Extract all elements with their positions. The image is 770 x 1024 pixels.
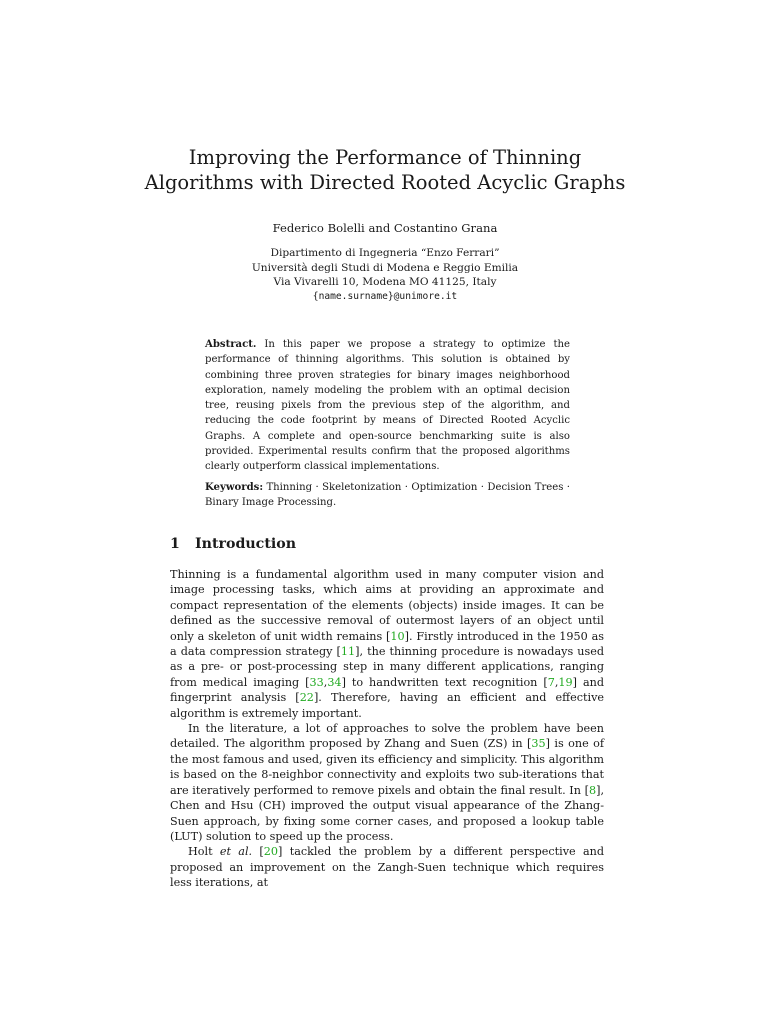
citation-10[interactable]: 10 [390, 629, 405, 643]
para2-text-2: ] is one of the most famous and used, given its efficiency and simplicity. This algorithm is based on the 8-neighbor connectivity and exploits two sub-iterations that are iteratively performed to remove pixels and obtain the final result. In [ [170, 737, 604, 797]
title-line-1: Improving the Performance of Thinning [188, 146, 582, 169]
para1-text-6: , [554, 675, 559, 689]
section-heading [170, 535, 296, 553]
para1-text-8: ]. Therefore, having an efficient and effective algorithm is extremely important. [170, 691, 605, 720]
citation-8[interactable]: 8 [588, 783, 597, 797]
citation-11[interactable]: 11 [340, 645, 356, 659]
abstract-label: Abstract. [205, 339, 257, 350]
section-title: Introduction [195, 536, 297, 552]
affiliation-line-3: Via Vivarelli 10, Modena MO 41125, Italy [273, 276, 497, 289]
para3-text-3: ] tackled the problem by a different perspective and proposed an improvement on the Zangh-Suen technique which requires less iterations, at [170, 845, 605, 890]
citation-22[interactable]: 22 [299, 691, 314, 705]
affiliation-line-1: Dipartimento di Ingegneria “Enzo Ferrari” [270, 247, 500, 259]
paper-title [0, 145, 770, 195]
paragraph-2 [170, 721, 604, 844]
para3-text-2: [ [252, 845, 264, 859]
paragraph-1 [170, 567, 604, 721]
affiliation-line-2: Università degli Studi di Modena e Reggio Emilia [251, 261, 519, 274]
para1-text-5: ] to handwritten text recognition [ [341, 675, 548, 689]
citation-35[interactable]: 35 [531, 737, 546, 751]
author-list: Federico Bolelli and Costantino Grana [272, 221, 498, 235]
keywords [205, 480, 570, 511]
para3-text-1: Holt [188, 845, 220, 859]
section-body [170, 567, 604, 891]
title-line-2: Algorithms with Directed Rooted Acyclic Graphs [144, 171, 626, 194]
citation-7[interactable]: 7 [547, 675, 555, 689]
para1-text-7: ] and fingerprint analysis [ [170, 675, 604, 705]
para1-text-4: , [323, 675, 328, 689]
para2-text-1: In the literature, a lot of approaches to solve the problem have been detailed. The algorithm proposed by Zhang and Suen (ZS) in [ [170, 722, 604, 751]
para3-etal: et al. [219, 845, 253, 859]
section-number: 1 [170, 536, 180, 552]
citation-33[interactable]: 33 [309, 675, 324, 689]
citation-34[interactable]: 34 [327, 675, 342, 689]
para2-text-3: ], Chen and Hsu (CH) improved the output visual appearance of the Zhang-Suen approach, by fixing some corner cases, and proposed a lookup table (LUT) solution to speed up the process. [170, 783, 604, 843]
paragraph-3 [170, 844, 604, 890]
affiliation [0, 246, 770, 304]
keywords-label: Keywords: [205, 482, 264, 493]
citation-19[interactable]: 19 [558, 675, 573, 689]
abstract [205, 337, 570, 475]
abstract-text: In this paper we propose a strategy to optimize the performance of thinning algorithms. This solution is obtained by combining three proven strategies for binary images neighborhood exploration, namely modeling the problem with an optimal decision tree, reusing pixels from the previous step of the algorithm, and reducing the code footprint by means of Directed Rooted Acyclic Graphs. A complete and open-source benchmarking suite is also provided. Experimental results confirm that the proposed algorithms clearly outperform classical implementations. [205, 339, 570, 473]
para1-text-1: Thinning is a fundamental algorithm used in many computer vision and image processing tasks, which aims at providing an approximate and compact representation of the elements (objects) inside images. It can be defined as the successive removal of outermost layers of an object until only a skeleton of unit width remains [ [170, 568, 604, 643]
para1-text-3: ], the thinning procedure is nowadays used as a pre- or post-processing step in many different applications, ranging from medical imaging [ [170, 645, 604, 689]
citation-20[interactable]: 20 [263, 845, 279, 859]
para1-text-2: ]. Firstly introduced in the 1950 as a data compression strategy [ [170, 629, 604, 659]
affiliation-email: {name.surname}@unimore.it [312, 290, 458, 302]
keywords-text: Thinning · Skeletonization · Optimization · Decision Trees · Binary Image Processing. [205, 482, 570, 509]
